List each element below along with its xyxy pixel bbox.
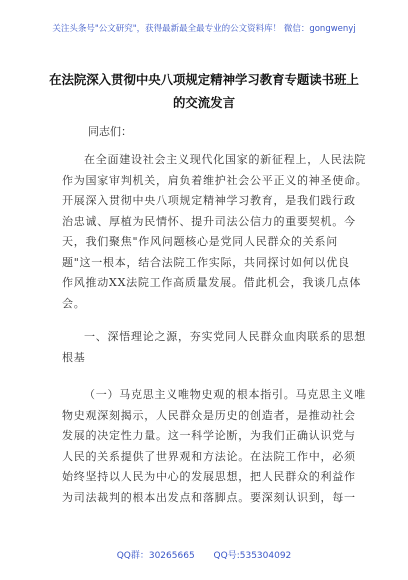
text-line: 始终坚持以人民为中心的发展思想，把人民群众的利益作 bbox=[62, 470, 356, 483]
paragraph-intro bbox=[62, 150, 368, 314]
text-line: （一）马克思主义唯物史观的根本指引。马克思主义唯 bbox=[84, 388, 366, 401]
header-note: 关注头条号"公文研究"，获得最新最全最专业的公文资料库！ 微信：gongwenyj bbox=[52, 24, 356, 34]
page-title bbox=[40, 68, 368, 114]
text-line: 作风推动XX法院工作高质量发展。借此机会，我谈几点体 bbox=[62, 276, 362, 289]
text-line: 物史观深刻揭示，人民群众是历史的创造者，是推动社会 bbox=[62, 408, 356, 422]
text-line: 一、深悟理论之源，夯实党同人民群众血肉联系的思想 bbox=[84, 330, 366, 343]
text-line: 为司法裁判的根本出发点和落脚点。要深刻认识到，每一 bbox=[62, 490, 356, 504]
text-line: 会。 bbox=[62, 296, 86, 310]
text-line: 作为国家审判机关，肩负着维护社会公平正义的神圣使命。 bbox=[62, 173, 368, 187]
title-line: 在法院深入贯彻中央八项规定精神学习教育专题读书班上 bbox=[49, 72, 359, 87]
salutation: 同志们： bbox=[88, 125, 132, 138]
footer-qq-group: QQ群：30265665 bbox=[116, 551, 195, 561]
footer bbox=[0, 548, 408, 561]
section-heading bbox=[62, 327, 366, 368]
text-line: 题"这一根本，结合法院工作实际，共同探讨如何以优良 bbox=[62, 255, 350, 269]
text-line: 人民的关系提供了世界观和方法论。在法院工作中，必须 bbox=[62, 449, 356, 463]
text-line: 发展的决定性力量。这一科学论断，为我们正确认识党与 bbox=[62, 429, 356, 442]
text-line: 根基 bbox=[62, 350, 86, 364]
text-line: 治忠诚、厚植为民情怀、提升司法公信力的重要契机。今 bbox=[62, 214, 356, 228]
footer-qq: QQ号:535304092 bbox=[213, 551, 292, 561]
text-line: 在全面建设社会主义现代化国家的新征程上，人民法院 bbox=[84, 153, 366, 166]
text-line: 天，我们聚焦"作风问题核心是党同人民群众的关系问 bbox=[62, 235, 339, 248]
text-line: 开展深入贯彻中央八项规定精神学习教育，是我们践行政 bbox=[62, 194, 356, 207]
paragraph-body bbox=[62, 385, 366, 508]
title-line: 的交流发言 bbox=[173, 95, 235, 110]
